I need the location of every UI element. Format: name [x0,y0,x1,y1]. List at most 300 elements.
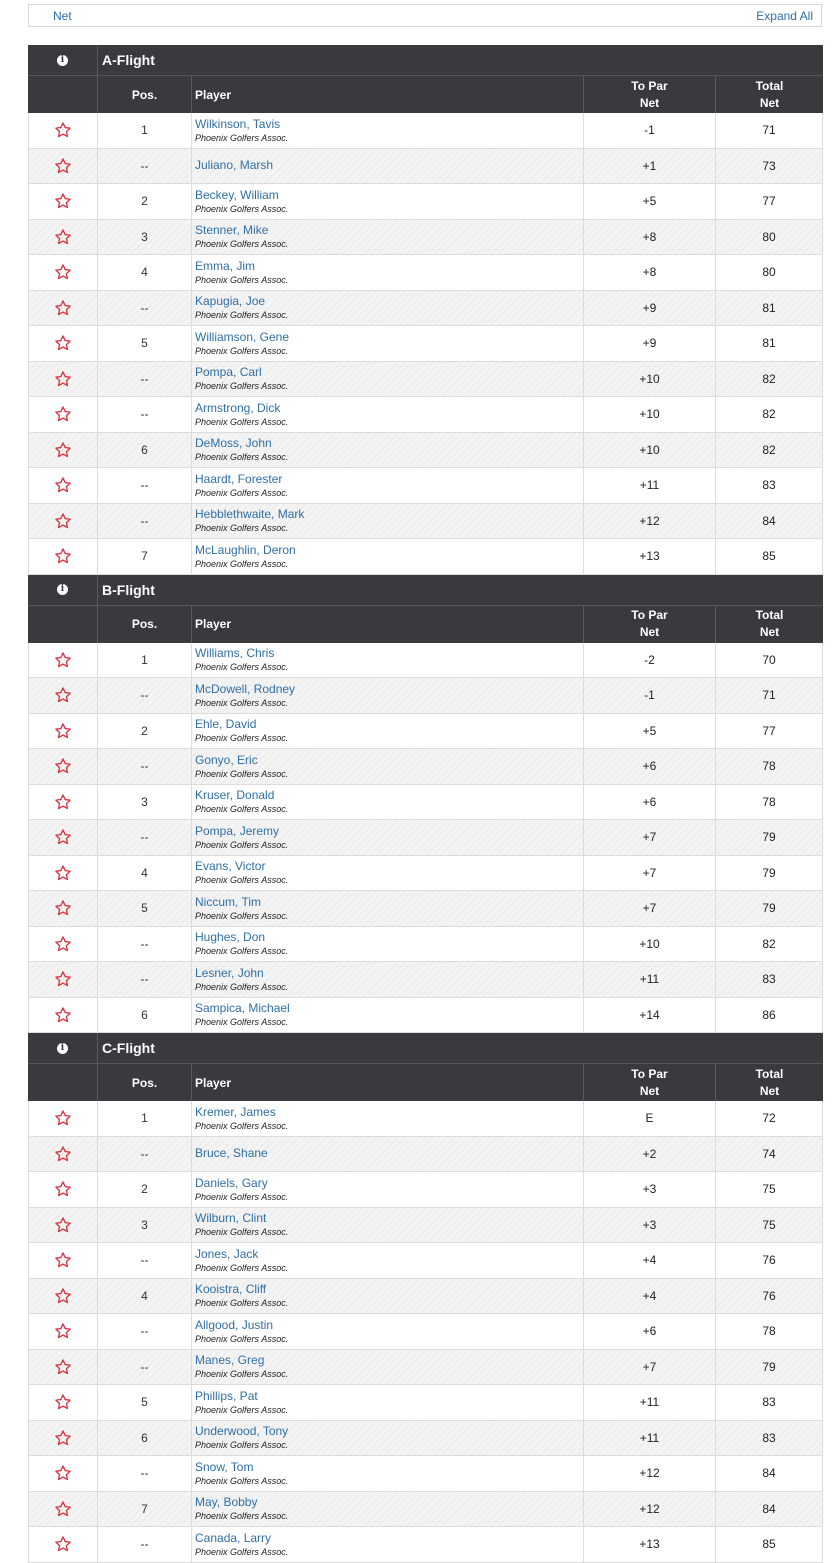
player-name-link[interactable]: DeMoss, John [195,436,272,451]
total-cell: 82 [762,371,776,386]
total-cell: 79 [762,901,776,916]
pos-cell: 1 [98,113,192,148]
star-icon[interactable] [54,1429,72,1447]
player-club: Phoenix Golfers Assoc. [195,1440,289,1451]
total-header-line1: Total [755,78,784,93]
player-club: Phoenix Golfers Assoc. [195,804,289,815]
info-icon[interactable]: i [57,584,68,595]
player-club: Phoenix Golfers Assoc. [195,946,289,957]
topar-cell: +2 [584,1137,716,1172]
favorite-cell [29,1208,98,1243]
player-club: Phoenix Golfers Assoc. [195,381,289,392]
table-row [28,1314,823,1350]
flight-title: B-Flight [102,581,155,598]
player-cell [192,820,584,855]
total-header-line1: Total [755,1066,784,1081]
player-name-link[interactable]: McLaughlin, Deron [195,542,296,557]
net-link[interactable]: Net [53,8,72,23]
topar-header-line1: To Par [631,78,668,93]
player-cell [192,362,584,397]
topar-cell: +9 [584,326,716,361]
star-icon[interactable] [54,405,72,423]
player-name-link[interactable]: Wilburn, Clint [195,1211,267,1226]
player-cell [192,113,584,148]
total-cell: 83 [762,1395,776,1410]
pos-cell: 4 [98,255,192,290]
pos-cell: 5 [98,891,192,926]
player-name-link[interactable]: Canada, Larry [195,1530,272,1545]
topar-cell: +10 [584,397,716,432]
favorite-cell [29,1350,98,1385]
flight-title: C-Flight [102,1040,155,1056]
table-row [28,1527,823,1563]
table-row [28,785,823,821]
table-row [28,468,823,504]
pos-cell: -- [98,397,192,432]
player-name-link[interactable]: Evans, Victor [195,859,266,874]
total-cell: 82 [762,936,776,951]
table-row [28,998,823,1034]
total-cell: 71 [762,123,776,138]
total-cell: 76 [762,1253,776,1268]
pos-cell: -- [98,1350,192,1385]
flight-header [28,45,823,75]
player-name-link[interactable]: Gonyo, Eric [195,752,258,767]
favorite-cell [29,1101,98,1136]
topar-cell: +3 [584,1208,716,1243]
total-cell: 79 [762,830,776,845]
player-cell [192,255,584,290]
player-club: Phoenix Golfers Assoc. [195,416,289,427]
star-icon[interactable] [54,299,72,317]
table-row [28,397,823,433]
table-row [28,255,823,291]
player-cell [192,149,584,184]
table-row [28,1137,823,1173]
table-row [28,291,823,327]
player-name-link[interactable]: Kruser, Donald [195,788,275,803]
player-cell [192,678,584,713]
pos-cell: -- [98,362,192,397]
player-cell [192,962,584,997]
player-club: Phoenix Golfers Assoc. [195,910,289,921]
player-cell [192,1243,584,1278]
topar-cell: +11 [584,1421,716,1456]
star-icon[interactable] [54,370,72,388]
star-icon[interactable] [54,334,72,352]
pos-cell: -- [98,504,192,539]
player-cell [192,220,584,255]
favorite-cell [29,397,98,432]
table-row [28,856,823,892]
star-icon[interactable] [54,1145,72,1163]
player-club: Phoenix Golfers Assoc. [195,132,289,143]
table-row [28,1492,823,1528]
star-icon[interactable] [54,228,72,246]
star-icon[interactable] [54,192,72,210]
player-name-link[interactable]: Jones, Jack [195,1246,259,1261]
table-row [28,1208,823,1244]
player-club: Phoenix Golfers Assoc. [195,310,289,321]
total-cell: 84 [762,513,776,528]
favorite-cell [29,255,98,290]
player-club: Phoenix Golfers Assoc. [195,1227,289,1238]
player-cell [192,927,584,962]
topar-cell: +11 [584,1385,716,1420]
player-cell [192,1172,584,1207]
pos-cell: 4 [98,1279,192,1314]
player-name-link[interactable]: Lesner, John [195,965,264,980]
topar-cell: +6 [584,1314,716,1349]
player-cell [192,397,584,432]
player-club: Phoenix Golfers Assoc. [195,768,289,779]
star-icon[interactable] [54,1322,72,1340]
table-row [28,184,823,220]
favorite-cell [29,113,98,148]
player-name-link[interactable]: Sampica, Michael [195,1001,290,1016]
player-club: Phoenix Golfers Assoc. [195,1404,289,1415]
pos-cell: 3 [98,220,192,255]
total-cell: 76 [762,1288,776,1303]
pos-cell: -- [98,1456,192,1491]
star-icon[interactable] [54,864,72,882]
topar-column-header [584,1064,716,1101]
pos-cell: 1 [98,1101,192,1136]
favorite-cell [29,184,98,219]
star-icon[interactable] [54,1109,72,1127]
total-header-line1: Total [755,608,784,622]
pos-cell: -- [98,1243,192,1278]
total-cell: 71 [762,688,776,703]
table-row [28,362,823,398]
favorite-cell [29,1456,98,1491]
star-icon[interactable] [54,263,72,281]
player-cell [192,291,584,326]
player-name-link[interactable]: Armstrong, Dick [195,400,281,415]
star-icon[interactable] [54,121,72,139]
player-name-link[interactable]: Stenner, Mike [195,223,269,238]
info-icon[interactable]: i [57,1043,68,1054]
player-club: Phoenix Golfers Assoc. [195,274,289,285]
pos-cell: 7 [98,1492,192,1527]
pos-cell: -- [98,749,192,784]
player-club: Phoenix Golfers Assoc. [195,345,289,356]
pos-cell: -- [98,678,192,713]
player-name-link[interactable]: Ehle, David [195,717,257,732]
player-club: Phoenix Golfers Assoc. [195,1120,289,1131]
table-row [28,962,823,998]
pos-cell: 6 [98,998,192,1033]
star-icon[interactable] [54,686,72,704]
table-row [28,1243,823,1279]
pos-cell: 5 [98,326,192,361]
player-club: Phoenix Golfers Assoc. [195,733,289,744]
favorite-cell [29,220,98,255]
total-cell: 78 [762,1324,776,1339]
total-cell: 85 [762,1537,776,1552]
topar-cell: +5 [584,714,716,749]
player-name-link[interactable]: Daniels, Gary [195,1175,268,1190]
table-row [28,1456,823,1492]
star-icon[interactable] [54,512,72,530]
table-row [28,220,823,256]
favorite-cell [29,962,98,997]
total-cell: 79 [762,865,776,880]
pos-cell: 2 [98,184,192,219]
total-cell: 82 [762,407,776,422]
total-cell: 77 [762,194,776,209]
table-row [28,1350,823,1386]
player-club: Phoenix Golfers Assoc. [195,1191,289,1202]
table-row [28,1421,823,1457]
topar-cell: +13 [584,1527,716,1562]
info-cell [28,1033,98,1063]
player-name-link[interactable]: Phillips, Pat [195,1388,258,1403]
total-cell: 78 [762,794,776,809]
topar-cell: +7 [584,856,716,891]
favorite-cell [29,820,98,855]
total-cell: 83 [762,1430,776,1445]
favorite-cell [29,433,98,468]
player-club: Phoenix Golfers Assoc. [195,203,289,214]
star-icon[interactable] [54,1251,72,1269]
table-row [28,1385,823,1421]
table-row [28,433,823,469]
topar-header-line2: Net [639,625,660,639]
player-cell [192,1527,584,1562]
info-cell [28,575,98,605]
favorite-cell [29,998,98,1033]
flight-section [28,45,823,575]
favorite-cell [29,1279,98,1314]
player-club: Phoenix Golfers Assoc. [195,662,289,673]
player-cell [192,714,584,749]
player-cell [192,1456,584,1491]
player-cell [192,856,584,891]
player-cell [192,749,584,784]
favorite-cell [29,362,98,397]
player-name-link[interactable]: Beckey, William [195,187,279,202]
favorite-cell [29,856,98,891]
player-cell [192,539,584,574]
player-name-link[interactable]: Allgood, Justin [195,1317,274,1332]
total-cell: 83 [762,972,776,987]
player-name-link[interactable]: Manes, Greg [195,1353,265,1368]
table-row [28,326,823,362]
table-row [28,643,823,679]
player-cell [192,1314,584,1349]
player-club: Phoenix Golfers Assoc. [195,1262,289,1273]
pos-cell: -- [98,291,192,326]
pos-cell: 2 [98,714,192,749]
star-icon[interactable] [54,793,72,811]
pos-cell: 3 [98,785,192,820]
player-name-link[interactable]: May, Bobby [195,1495,258,1510]
player-name-link[interactable]: Emma, Jim [195,258,255,273]
player-club: Phoenix Golfers Assoc. [195,523,289,534]
favorite-cell [29,678,98,713]
player-club: Phoenix Golfers Assoc. [195,875,289,886]
pos-column-header: Pos. [98,1064,192,1101]
favorite-column-header [28,76,98,113]
table-row [28,749,823,785]
player-name-link[interactable]: Pompa, Jeremy [195,823,280,838]
total-cell: 75 [762,1217,776,1232]
favorite-cell [29,891,98,926]
player-cell [192,433,584,468]
player-club: Phoenix Golfers Assoc. [195,1017,289,1028]
star-icon[interactable] [54,828,72,846]
player-cell [192,1279,584,1314]
pos-cell: 4 [98,856,192,891]
topar-column-header [584,606,716,643]
player-name-link[interactable]: Pompa, Carl [195,365,262,380]
total-header-line2: Net [759,625,780,639]
favorite-cell [29,927,98,962]
total-cell: 77 [762,723,776,738]
table-row [28,891,823,927]
player-club: Phoenix Golfers Assoc. [195,487,289,498]
topar-cell: +12 [584,504,716,539]
topar-cell: +7 [584,1350,716,1385]
total-cell: 81 [762,336,776,351]
player-name-link[interactable]: Kremer, James [195,1104,276,1119]
player-name-link[interactable]: Bruce, Shane [195,1146,268,1161]
total-cell: 79 [762,1359,776,1374]
player-name-link[interactable]: McDowell, Rodney [195,681,296,696]
total-cell: 73 [762,158,776,173]
star-icon[interactable] [54,157,72,175]
pos-cell: 2 [98,1172,192,1207]
total-column-header [716,606,823,643]
player-club: Phoenix Golfers Assoc. [195,697,289,708]
topar-header-line2: Net [639,95,660,110]
flight-header [28,575,823,605]
topar-cell: +11 [584,468,716,503]
topar-cell: +10 [584,927,716,962]
player-cell [192,643,584,678]
pos-cell: 6 [98,433,192,468]
star-icon[interactable] [54,970,72,988]
player-club: Phoenix Golfers Assoc. [195,558,289,569]
topar-cell: +7 [584,820,716,855]
topar-cell: +10 [584,433,716,468]
favorite-cell [29,1527,98,1562]
star-icon[interactable] [54,1464,72,1482]
player-cell [192,1137,584,1172]
table-row [28,820,823,856]
table-row [28,678,823,714]
table-row [28,539,823,575]
player-name-link[interactable]: Williamson, Gene [195,329,290,344]
star-icon[interactable] [54,1180,72,1198]
player-cell [192,1208,584,1243]
pos-cell: -- [98,149,192,184]
total-cell: 84 [762,1501,776,1516]
star-icon[interactable] [54,1535,72,1553]
star-icon[interactable] [54,1500,72,1518]
star-icon[interactable] [54,441,72,459]
player-cell [192,184,584,219]
pos-cell: -- [98,962,192,997]
favorite-cell [29,504,98,539]
star-icon[interactable] [54,476,72,494]
star-icon[interactable] [54,651,72,669]
topar-header-line1: To Par [631,608,668,622]
topar-cell: -1 [584,678,716,713]
player-club: Phoenix Golfers Assoc. [195,1333,289,1344]
player-name-link[interactable]: Snow, Tom [195,1459,254,1474]
favorite-column-header [28,606,98,643]
player-name-link[interactable]: Kapugia, Joe [195,294,266,309]
star-icon[interactable] [54,935,72,953]
favorite-cell [29,326,98,361]
total-cell: 72 [762,1111,776,1126]
star-icon[interactable] [54,547,72,565]
player-name-link[interactable]: Juliano, Marsh [195,158,274,173]
player-column-header: Player [192,76,584,113]
star-icon[interactable] [54,1216,72,1234]
player-name-link[interactable]: Williams, Chris [195,646,275,661]
topar-cell: +11 [584,962,716,997]
topar-cell: +1 [584,149,716,184]
star-icon[interactable] [54,899,72,917]
total-cell: 81 [762,300,776,315]
player-name-link[interactable]: Haardt, Forester [195,471,283,486]
player-name-link[interactable]: Kooistra, Cliff [195,1282,267,1297]
topar-cell: +9 [584,291,716,326]
favorite-cell [29,643,98,678]
favorite-cell [29,1314,98,1349]
topar-cell: +6 [584,749,716,784]
player-name-link[interactable]: Hebblethwaite, Mark [195,507,305,522]
star-icon[interactable] [54,722,72,740]
player-name-link[interactable]: Underwood, Tony [195,1424,289,1439]
star-icon[interactable] [54,757,72,775]
player-column-header: Player [192,1064,584,1101]
info-icon[interactable]: i [57,55,68,66]
player-name-link[interactable]: Niccum, Tim [195,894,261,909]
expand-all-link[interactable]: Expand All [756,8,813,23]
flight-section [28,1033,823,1563]
table-row [28,113,823,149]
total-cell: 82 [762,442,776,457]
star-icon[interactable] [54,1358,72,1376]
table-row [28,927,823,963]
topar-cell: +12 [584,1492,716,1527]
topar-cell: +14 [584,998,716,1033]
topar-cell: +3 [584,1172,716,1207]
favorite-cell [29,714,98,749]
player-name-link[interactable]: Wilkinson, Tavis [195,116,281,131]
star-icon[interactable] [54,1393,72,1411]
topar-cell: +10 [584,362,716,397]
player-club: Phoenix Golfers Assoc. [195,1369,289,1380]
pos-column-header: Pos. [98,76,192,113]
star-icon[interactable] [54,1287,72,1305]
player-club: Phoenix Golfers Assoc. [195,981,289,992]
player-column-header: Player [192,606,584,643]
player-cell [192,1385,584,1420]
favorite-cell [29,149,98,184]
star-icon[interactable] [54,1006,72,1024]
pos-cell: 1 [98,643,192,678]
player-cell [192,504,584,539]
player-cell [192,785,584,820]
player-name-link[interactable]: Hughes, Don [195,930,266,945]
total-cell: 84 [762,1466,776,1481]
pos-cell: 5 [98,1385,192,1420]
